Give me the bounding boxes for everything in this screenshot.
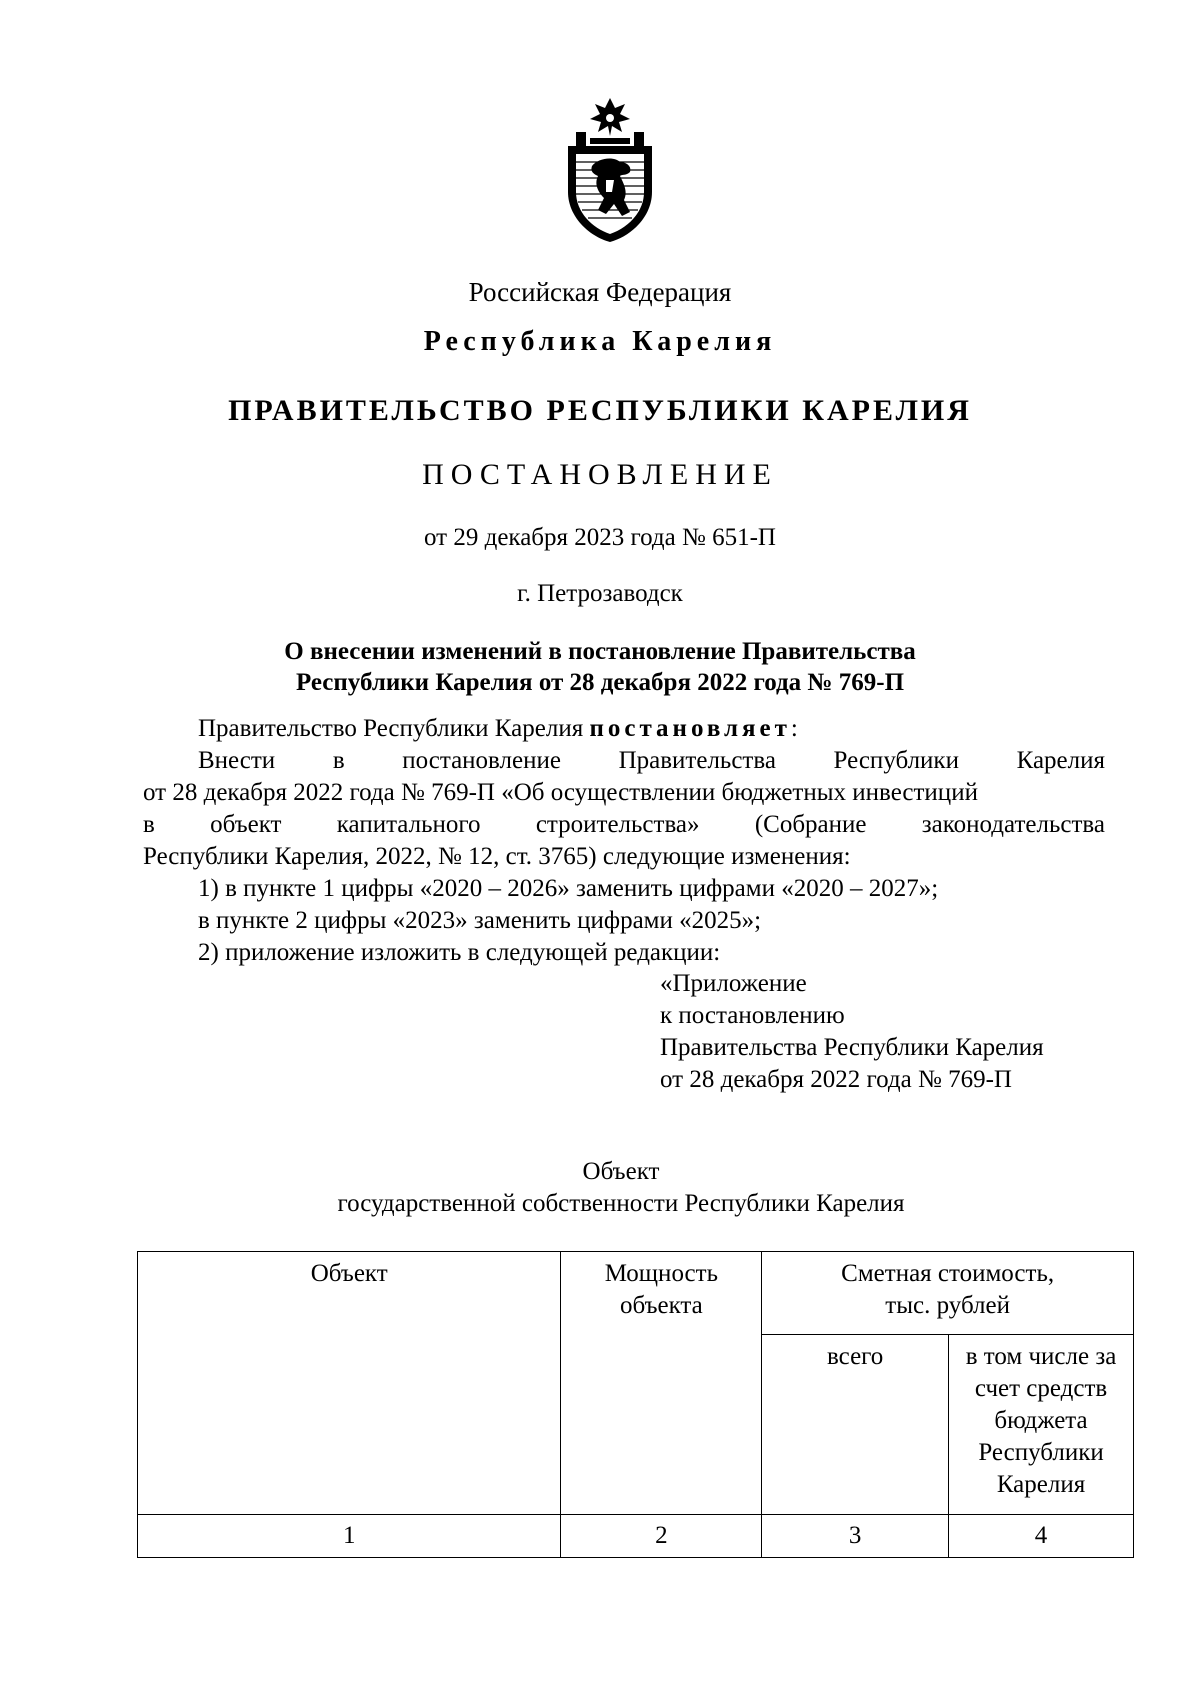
government-title: ПРАВИТЕЛЬСТВО РЕСПУБЛИКИ КАРЕЛИЯ [228, 394, 972, 427]
table-row [138, 1515, 1134, 1558]
paragraph-1-line-4: Республики Карелия, 2022, № 12, ст. 3765) следующие изменения: [143, 843, 851, 870]
header-capacity-line-1: Мощность [604, 1260, 718, 1287]
column-number: 4 [949, 1515, 1134, 1558]
column-number: 3 [762, 1515, 949, 1558]
budget-line-2: счет средств [974, 1375, 1108, 1402]
object-table [137, 1251, 1134, 1558]
word: капитального [336, 811, 481, 838]
intro-prefix: Правительство Республики Карелия [198, 715, 590, 742]
appendix-line-3: Правительства Республики Карелия [660, 1034, 1044, 1061]
word: Республики [833, 747, 959, 774]
item-1-line-2: в пункте 2 цифры «2023» заменить цифрами «2025»; [198, 907, 762, 934]
table-title-line-2: государственной собственности Республики Карелия [337, 1190, 905, 1217]
budget-line-5: Карелия [996, 1471, 1086, 1498]
header-estimated-cost [762, 1252, 1134, 1335]
budget-line-4: Республики [978, 1439, 1104, 1466]
header-total: всего [762, 1335, 949, 1515]
intro-suffix: : [790, 715, 798, 742]
subject-line-2: Республики Карелия от 28 декабря 2022 года № 769-П [295, 669, 905, 696]
paragraph-1-line-3 [143, 809, 1105, 840]
intro-line [198, 713, 798, 744]
word: Карелия [1016, 747, 1105, 774]
item-2: 2) приложение изложить в следующей редакции: [198, 939, 721, 966]
word: Правительства [618, 747, 776, 774]
table-header-row [138, 1252, 1134, 1335]
header-budget-share [949, 1335, 1134, 1515]
word: строительства» [535, 811, 700, 838]
paragraph-1-line-2: от 28 декабря 2022 года № 769-П «Об осуществлении бюджетных инвестиций [143, 779, 978, 806]
document-type: ПОСТАНОВЛЕНИЕ [422, 458, 778, 491]
word: Внести [198, 747, 276, 774]
budget-line-3: бюджета [994, 1407, 1088, 1434]
paragraph-1-line-1 [198, 745, 1105, 776]
appendix-line-4: от 28 декабря 2022 года № 769-П [660, 1066, 1012, 1093]
header-cost-line-1: Сметная стоимость, [841, 1260, 1055, 1287]
header-capacity [561, 1252, 762, 1515]
header-cost-line-2: тыс. рублей [885, 1292, 1010, 1319]
document-subject [0, 636, 1200, 698]
federation-title: Российская Федерация [468, 277, 732, 307]
appendix-line-2: к постановлению [660, 1002, 845, 1029]
subject-line-1: О внесении изменений в постановление Правительства [284, 638, 916, 665]
table-title [0, 1156, 1200, 1220]
table-title-line-1: Объект [582, 1158, 660, 1185]
word: в [332, 747, 345, 774]
word: в [143, 811, 155, 838]
intro-decree-word: постановляет [589, 715, 791, 742]
appendix-heading [660, 968, 1044, 1096]
word: (Собрание [754, 811, 867, 838]
coat-of-arms-icon [562, 96, 658, 244]
column-number: 1 [138, 1515, 561, 1558]
word: объект [210, 811, 282, 838]
header-object: Объект [138, 1252, 561, 1515]
document-date-number: от 29 декабря 2023 года № 651-П [424, 524, 776, 551]
budget-line-1: в том числе за [965, 1343, 1117, 1370]
republic-title: Республика Карелия [423, 326, 777, 357]
header-capacity-line-2: объекта [619, 1292, 703, 1319]
column-number: 2 [561, 1515, 762, 1558]
word: постановление [402, 747, 561, 774]
word: законодательства [921, 811, 1105, 838]
document-city: г. Петрозаводск [517, 580, 683, 607]
appendix-line-1: «Приложение [660, 970, 807, 997]
item-1-line-1: 1) в пункте 1 цифры «2020 – 2026» заменить цифрами «2020 – 2027»; [198, 875, 939, 902]
